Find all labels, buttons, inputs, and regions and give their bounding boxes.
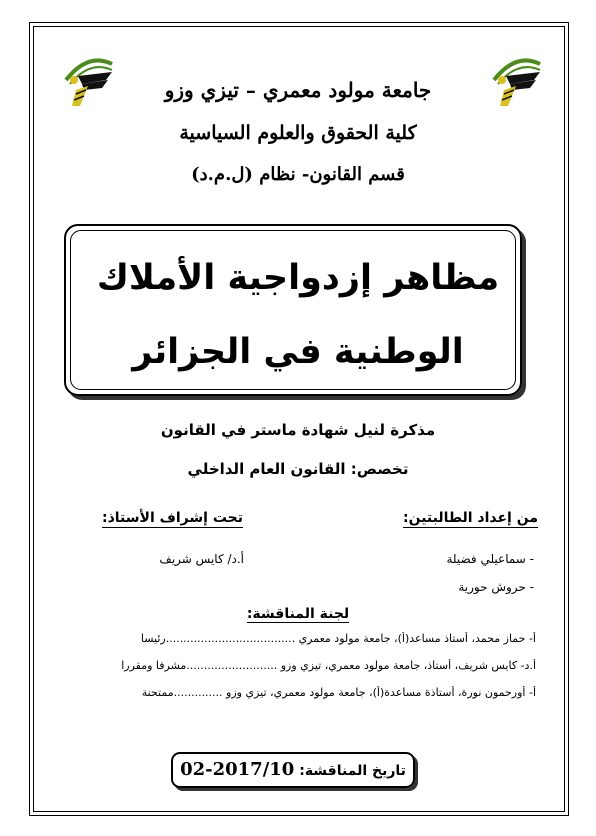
defense-date-value: 2017/10-02 (180, 759, 295, 780)
jury-heading: لجنة المناقشة: (246, 606, 350, 622)
faculty-name: كلية الحقوق والعلوم السياسية (179, 122, 417, 144)
specialty-text: تخصص: القانون العام الداخلي (187, 460, 409, 478)
department-name: قسم القانون- نظام (ل.م.د) (191, 164, 405, 185)
university-name: جامعة مولود معمري – تيزي وزو (164, 78, 432, 102)
memo-text: مذكرة لنيل شهادة ماستر في القانون (160, 421, 436, 439)
jury-member: أ.د- كايس شريف، أستاذ، جامعة مولود معمري، تيزي وزو ..........................مشرفا ومقررا (121, 659, 536, 672)
supervision-heading: تحت إشراف الأستاذ: (102, 510, 243, 526)
prepared-by-heading: من إعداد الطالبتين: (403, 510, 538, 526)
thesis-title-line1: مظاهر إزدواجية الأملاك (96, 258, 500, 298)
defense-date-label: تاريخ المناقشة: (299, 763, 406, 779)
jury-member: أ- حماز محمد، أستاذ مساعد(أ)، جامعة مولود معمري .....................................رئيسا (140, 632, 536, 645)
student-name: - سماعيلي فضيلة (446, 552, 534, 566)
student-name: - حروش حورية (458, 580, 534, 594)
defense-date-box (171, 752, 415, 788)
jury-member: أ- أورحمون نورة، أستاذة مساعدة(أ)، جامعة مولود معمري، تيزي وزو ..............ممتحنة (141, 686, 536, 699)
thesis-title-line2: الوطنية في الجزائر (132, 332, 464, 372)
supervisor-name: أ.د/ كايس شريف (159, 552, 244, 566)
